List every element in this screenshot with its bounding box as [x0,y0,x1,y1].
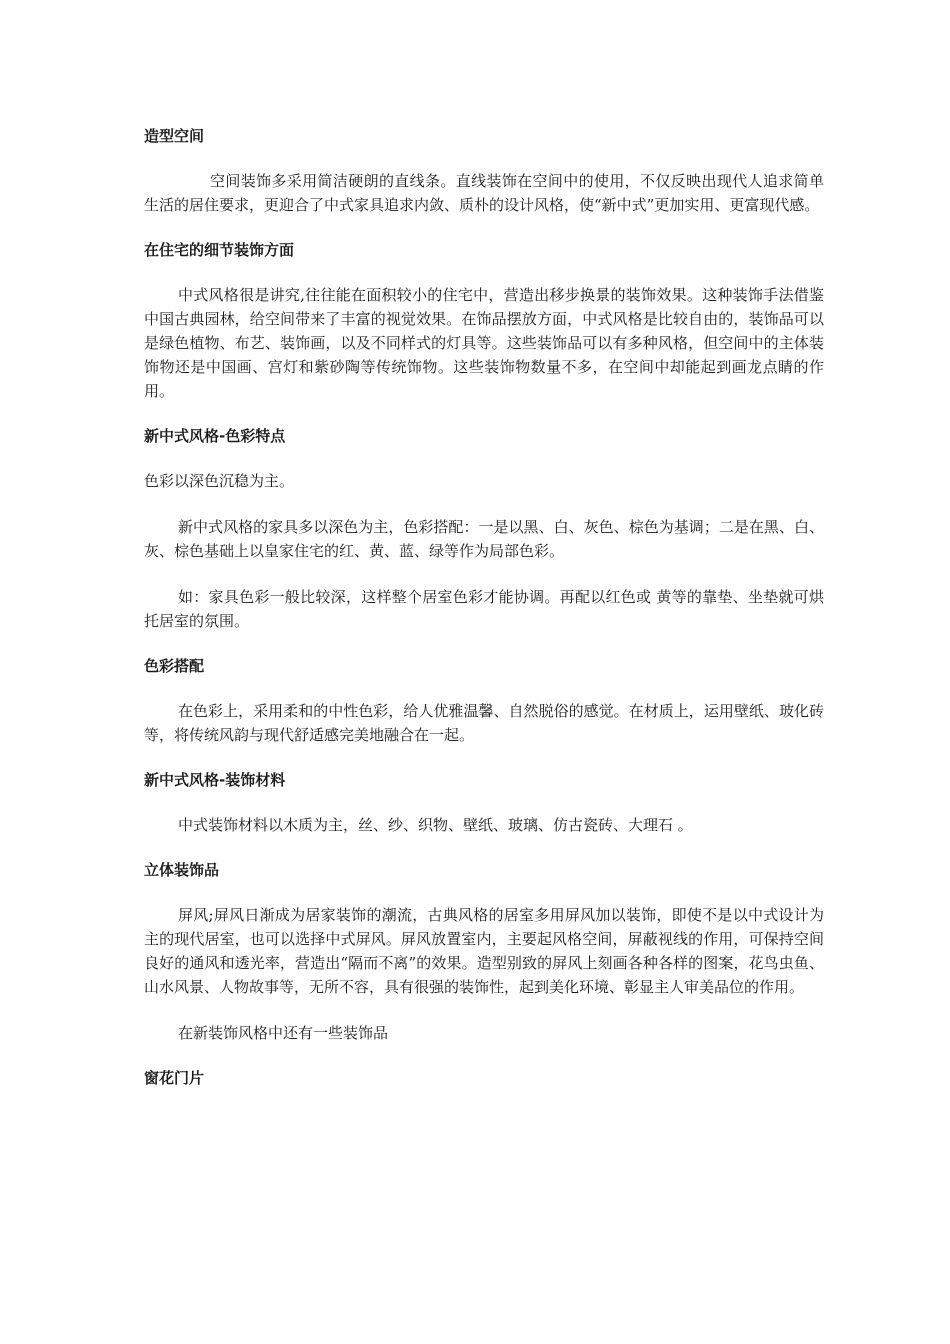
paragraph-shape-space: 空间装饰多采用简洁硬朗的直线条。直线装饰在空间中的使用，不仅反映出现代人追求简单生活的居住要求，更迎合了中式家具追求内敛、质朴的设计风格，使“新中式”更加实用、更富现代感。 [144,172,824,214]
section-heading-window-door: 窗花门片 [144,1069,205,1087]
section-heading-materials: 新中式风格-装饰材料 [144,771,286,789]
document-body [144,125,824,1111]
paragraph-color-main: 色彩以深色沉稳为主。 [144,472,295,490]
paragraph-color-furniture: 新中式风格的家具多以深色为主，色彩搭配：一是以黑、白、灰色、棕色为基调；二是在黑、白、灰、棕色基础上以皇家住宅的红、黄、蓝、绿等作为局部色彩。 [144,518,824,560]
section-heading-3d-decor: 立体装饰品 [144,861,220,879]
section-heading-detail-decoration: 在住宅的细节装饰方面 [144,241,295,259]
paragraph-color-example: 如：家具色彩一般比较深，这样整个居室色彩才能协调。再配以红色或 黄等的靠垫、坐垫就可烘托居室的氛围。 [144,588,824,630]
paragraph-materials: 中式装饰材料以木质为主，丝、纱、织物、壁纸、玻璃、仿古瓷砖、大理石 。 [178,816,693,834]
section-heading-color-matching: 色彩搭配 [144,657,205,675]
paragraph-other-decor: 在新装饰风格中还有一些装饰品 [178,1024,389,1042]
section-heading-shape-space: 造型空间 [144,127,205,145]
paragraph-color-matching: 在色彩上，采用柔和的中性色彩，给人优雅温馨、自然脱俗的感觉。在材质上，运用壁纸、玻化砖等，将传统风韵与现代舒适感完美地融合在一起。 [144,702,824,744]
paragraph-screen: 屏风;屏风日渐成为居家装饰的潮流，古典风格的居室多用屏风加以装饰，即使不是以中式设计为主的现代居室，也可以选择中式屏风。屏风放置室内，主要起风格空间，屏蔽视线的作用，可保持空间良好的通风和透光率，营造出“隔而不离”的效果。造型别致的屏风上刻画各种各样的图案，花鸟虫鱼、山水风景、人物故事等，无所不容，具有很强的装饰性，起到美化环境、彰显主人审美品位的作用。 [144,906,824,996]
section-heading-color-features: 新中式风格-色彩特点 [144,427,286,445]
paragraph-detail-decoration: 中式风格很是讲究,往往能在面积较小的住宅中，营造出移步换景的装饰效果。这种装饰手法借鉴中国古典园林，给空间带来了丰富的视觉效果。在饰品摆放方面，中式风格是比较自由的，装饰品可以是绿色植物、布艺、装饰画，以及不同样式的灯具等。这些装饰品可以有多种风格，但空间中的主体装饰物还是中国画、宫灯和紫砂陶等传统饰物。这些装饰物数量不多，在空间中却能起到画龙点睛的作用。 [144,286,824,400]
